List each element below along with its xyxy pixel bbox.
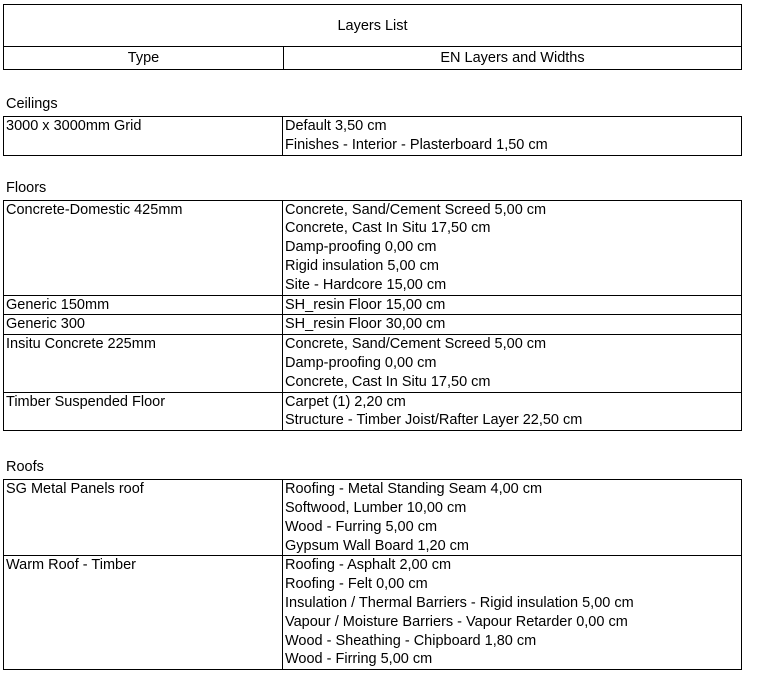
layer-entry: Damp-proofing 0,00 cm <box>285 354 437 371</box>
group-label: Floors <box>6 179 47 196</box>
layer-entry: Carpet (1) 2,20 cm <box>285 393 406 410</box>
layers-cell <box>283 200 742 295</box>
type-cell: Generic 150mm <box>4 295 283 315</box>
table-row <box>4 295 742 315</box>
table-row <box>4 335 742 392</box>
layer-entry: SH_resin Floor 30,00 cm <box>285 316 446 333</box>
column-header-row <box>4 47 741 69</box>
layer-entry: Wood - Furring 5,00 cm <box>285 518 438 535</box>
column-header-layers: EN Layers and Widths <box>440 50 585 66</box>
layers-cell <box>283 315 742 335</box>
layer-entry: Concrete, Sand/Cement Screed 5,00 cm <box>285 201 547 218</box>
group-table <box>3 116 742 156</box>
layer-entry: Gypsum Wall Board 1,20 cm <box>285 537 469 554</box>
schedule-header <box>3 4 742 70</box>
layer-entry: Structure - Timber Joist/Rafter Layer 22,50 cm <box>285 412 583 429</box>
table-row <box>4 315 742 335</box>
group-label: Roofs <box>6 459 44 476</box>
type-cell: SG Metal Panels roof <box>4 480 283 556</box>
layer-entry: Concrete, Cast In Situ 17,50 cm <box>285 220 491 237</box>
layer-entry: Roofing - Asphalt 2,00 cm <box>285 557 452 574</box>
layer-entry: Roofing - Felt 0,00 cm <box>285 576 428 593</box>
layer-entry: Wood - Sheathing - Chipboard 1,80 cm <box>285 632 537 649</box>
layers-cell <box>283 392 742 431</box>
table-row <box>4 392 742 431</box>
layers-cell <box>283 480 742 556</box>
layers-schedule <box>3 4 742 670</box>
group-table <box>3 479 742 670</box>
table-row <box>4 200 742 295</box>
layer-entry: Vapour / Moisture Barriers - Vapour Retarder 0,00 cm <box>285 613 628 630</box>
group-table <box>3 200 742 432</box>
layer-entry: Wood - Firring 5,00 cm <box>285 651 433 668</box>
group-label: Ceilings <box>6 96 58 112</box>
layers-cell <box>283 117 742 156</box>
type-cell: Generic 300 <box>4 315 283 335</box>
layer-entry: Roofing - Metal Standing Seam 4,00 cm <box>285 481 543 498</box>
table-row <box>4 556 742 670</box>
layer-entry: Softwood, Lumber 10,00 cm <box>285 499 467 516</box>
schedule-title: Layers List <box>4 5 741 47</box>
layer-entry: Damp-proofing 0,00 cm <box>285 239 437 256</box>
column-header-type: Type <box>4 47 284 69</box>
layers-cell <box>283 556 742 670</box>
layer-entry: Insulation / Thermal Barriers - Rigid insulation 5,00 cm <box>285 594 634 611</box>
layer-entry: SH_resin Floor 15,00 cm <box>285 296 446 313</box>
layer-entry: Concrete, Sand/Cement Screed 5,00 cm <box>285 336 547 353</box>
type-cell: Concrete-Domestic 425mm <box>4 200 283 295</box>
type-cell: 3000 x 3000mm Grid <box>4 117 283 156</box>
table-row <box>4 117 742 156</box>
layers-cell <box>283 335 742 392</box>
layer-entry: Default 3,50 cm <box>285 118 387 134</box>
layer-entry: Site - Hardcore 15,00 cm <box>285 276 447 293</box>
schedule-groups <box>3 95 742 670</box>
layer-entry: Concrete, Cast In Situ 17,50 cm <box>285 373 491 390</box>
type-cell: Timber Suspended Floor <box>4 392 283 431</box>
layers-cell <box>283 295 742 315</box>
type-cell: Warm Roof - Timber <box>4 556 283 670</box>
layer-entry: Finishes - Interior - Plasterboard 1,50 cm <box>285 136 548 153</box>
table-row <box>4 480 742 556</box>
layer-entry: Rigid insulation 5,00 cm <box>285 257 439 274</box>
type-cell: Insitu Concrete 225mm <box>4 335 283 392</box>
